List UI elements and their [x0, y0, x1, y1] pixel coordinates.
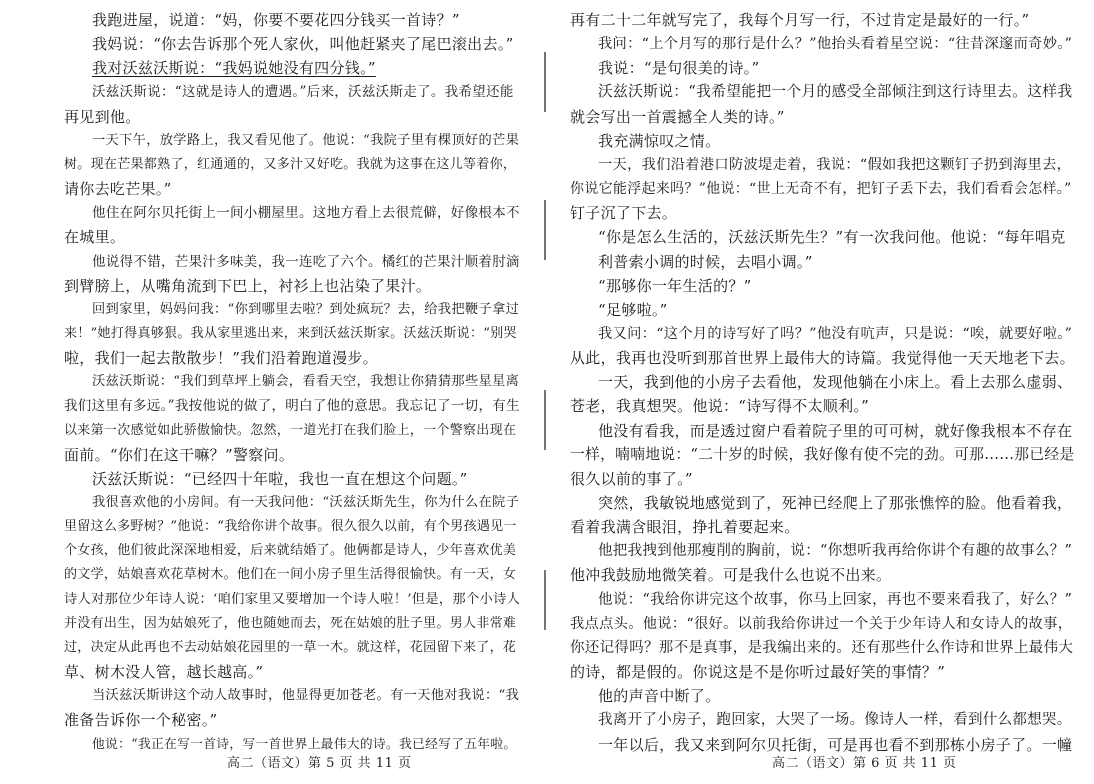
text-line: 个女孩，他们彼此深深地相爱，后来就结婚了。他俩都是诗人，少年喜欢优美 — [64, 543, 517, 559]
text-line: 我问：“上个月写的那行是什么？”他抬头看着星空说：“往昔深邃而奇妙。” — [598, 36, 1073, 53]
text-line: 来！”她打得真够狠。我从家里逃出来，来到沃兹沃斯家。沃兹沃斯说：“别哭 — [64, 325, 517, 341]
text-line: 很久以前的事了。” — [570, 469, 693, 488]
text-line: 并没有出生，因为姑娘死了，他也随她而去，死在姑娘的肚子里。男人非常难 — [64, 615, 517, 631]
text-line: 的诗，都是假的。你说这是不是你听过最好笑的事情？” — [570, 663, 946, 682]
text-line: 当沃兹沃斯讲这个动人故事时，他显得更加苍老。有一天他对我说：“我 — [92, 688, 520, 704]
text-line: 我们这里有多远。”我按他说的做了，明白了他的意思。我忘记了一切，有生 — [64, 398, 520, 415]
text-line: 以来第一次感觉如此骄傲愉快。忽然，一道光打在我们脸上，一个警察出现在 — [64, 422, 517, 438]
text-line: 我跑进屋，说道：“妈，你要不要花四分钱买一首诗？” — [92, 11, 460, 29]
text-line: 我又问：“这个月的诗写好了吗？”他没有吭声，只是说：“唉，就要好啦。” — [598, 325, 1073, 342]
right-page-footer: 高二（语文）第 6 页 共 11 页 — [772, 756, 957, 771]
text-line: “你是怎么生活的，沃兹沃斯先生？”有一次我问他。他说：“每年唱克 — [598, 228, 1066, 247]
text-line: 我充满惊叹之情。 — [598, 131, 721, 150]
right-exam-page — [548, 0, 1094, 784]
text-line: 一天，我到他的小房子去看他，发现他躺在小床上。看上去那么虚弱、 — [598, 373, 1073, 392]
text-line: 利普索小调的时候，去唱小调。” — [598, 252, 813, 271]
text-line: 面前。“你们在这干嘛？”警察问。 — [64, 445, 295, 464]
text-line: 他住在阿尔贝托街上一间小棚屋里。这地方看上去很荒僻，好像根本不 — [92, 205, 520, 222]
text-line: 从此，我再也没听到那首世界上最伟大的诗篇。我觉得他一天天地老下去。 — [570, 349, 1075, 368]
text-line: 的文学，姑娘喜欢花草树木。他们在一间小房子里生活得很愉快。有一天，女 — [64, 567, 517, 583]
text-line: 过，决定从此再也不去动姑娘花园里的一草一木。就这样，花园留下来了，花 — [64, 639, 517, 655]
text-line: 他说：“我给你讲完这个故事，你马上回家，再也不要来看我了，好么？” — [598, 591, 1073, 608]
text-line: 他没有看我，而是透过窗户看着院子里的可可树，就好像我根本不存在 — [598, 421, 1073, 440]
text-line: 我妈说：“你去告诉那个死人家伙，叫他赶紧夹了尾巴滚出去。” — [92, 35, 514, 54]
text-line: 沃兹沃斯说：“已经四十年啦，我也一直在想这个问题。” — [92, 469, 468, 488]
text-line: 树。现在芒果都熟了，红通通的，又多汁又好吃。我就为这事在这儿等着你， — [64, 156, 517, 172]
text-line: 我说：“是句很美的诗。” — [598, 59, 760, 78]
text-line: 一年以后，我又来到阿尔贝托街，可是再也看不到那栋小房子了。一幢 — [598, 735, 1073, 754]
text-line: 我离开了小房子，跑回家，大哭了一场。像诗人一样，看到什么都想哭。 — [598, 712, 1072, 729]
text-line: 看着我满含眼泪，挣扎着要起来。 — [570, 518, 800, 537]
text-line: 再有二十二年就写完了，我每个月写一行，不过肯定是最好的一行。” — [570, 11, 1030, 29]
text-line: 就会写出一首震撼全人类的诗。” — [570, 107, 785, 126]
text-line: “足够啦。” — [598, 300, 668, 319]
text-line: 他说得不错，芒果汁多味美，我一连吃了六个。橘红的芒果汁顺着肘滴 — [92, 253, 520, 270]
text-line: 准备告诉你一个秘密。” — [64, 711, 218, 730]
text-line: 在城里。 — [64, 228, 126, 247]
text-line: 里留这么多野树？”他说：“我给你讲个故事。很久很久以前，有个男孩遇见一 — [64, 519, 517, 535]
text-line: 我点点头。他说：“很好。以前我给你讲过一个关于少年诗人和女诗人的故事， — [570, 615, 1073, 632]
text-line: 他把我拽到他那瘦削的胸前，说：“你想听我再给你讲个有趣的故事么？” — [598, 543, 1073, 560]
text-line: 一天下午，放学路上，我又看见他了。他说：“我院子里有棵顶好的芒果 — [92, 132, 520, 148]
text-line: 沃兹沃斯说：“这就是诗人的遭遇。”后来，沃兹沃斯走了。我希望还能 — [92, 84, 514, 101]
text-line: 他冲我鼓励地微笑着。可是我什么也说不出来。 — [570, 566, 892, 585]
text-line: 请你去吃芒果。” — [64, 180, 172, 199]
text-line: 再见到他。 — [64, 107, 141, 126]
text-line: 一样，喃喃地说：“二十岁的时候，我好像有使不完的劲。可那……那已经是 — [570, 445, 1075, 463]
text-line: 回到家里，妈妈问我：“你到哪里去啦？到处疯玩？去，给我把鞭子拿过 — [92, 301, 520, 317]
text-line: 苍老，我真想哭。他说：“诗写得不太顺利。” — [570, 397, 870, 416]
left-page-footer: 高二（语文）第 5 页 共 11 页 — [227, 756, 412, 771]
text-line: 诗人对那位少年诗人说：‘咱们家里又要增加一个诗人啦！’但是，那个小诗人 — [64, 591, 521, 607]
text-line: 我很喜欢他的小房间。有一天我问他：“沃兹沃斯先生，你为什么在院子 — [92, 495, 520, 510]
text-line: 沃兹沃斯说：“我希望能把一个月的感受全部倾注到这行诗里去。这样我 — [598, 83, 1073, 101]
text-line: 我对沃兹沃斯说：“我妈说她没有四分钱。” — [92, 59, 376, 78]
text-line: 你说它能浮起来吗？”他说：“世上无奇不有，把钉子丢下去，我们看看会怎样。” — [570, 181, 1072, 198]
text-line: 草、树木没人管，越长越高。” — [64, 663, 264, 682]
text-line: 啦，我们一起去散散步！”我们沿着跑道漫步。 — [64, 349, 378, 368]
text-line: 你还记得吗？那不是真事，是我编出来的。还有那些什么作诗和世界上最伟大 — [570, 639, 1074, 656]
text-line: 到臂膀上，从嘴角流到下巴上，衬衫上也沾染了果汁。 — [64, 276, 432, 295]
text-line: 突然，我敏锐地感觉到了，死神已经爬上了那张憔悴的脸。他看着我， — [598, 494, 1073, 512]
text-line: 他的声音中断了。 — [598, 687, 721, 706]
text-line: 一天，我们沿着港口防波堤走着，我说：“假如我把这颗钉子扔到海里去， — [598, 156, 1072, 173]
text-line: 沃兹沃斯说：“我们到草坪上躺会，看看天空，我想让你猜猜那些星星离 — [92, 374, 520, 390]
text-line: 他说：“我正在写一首诗，写一首世界上最伟大的诗。我已经写了五年啦。 — [92, 736, 517, 752]
text-line: 钉子沉了下去。 — [570, 204, 678, 223]
text-line: “那够你一年生活的？” — [598, 276, 752, 295]
